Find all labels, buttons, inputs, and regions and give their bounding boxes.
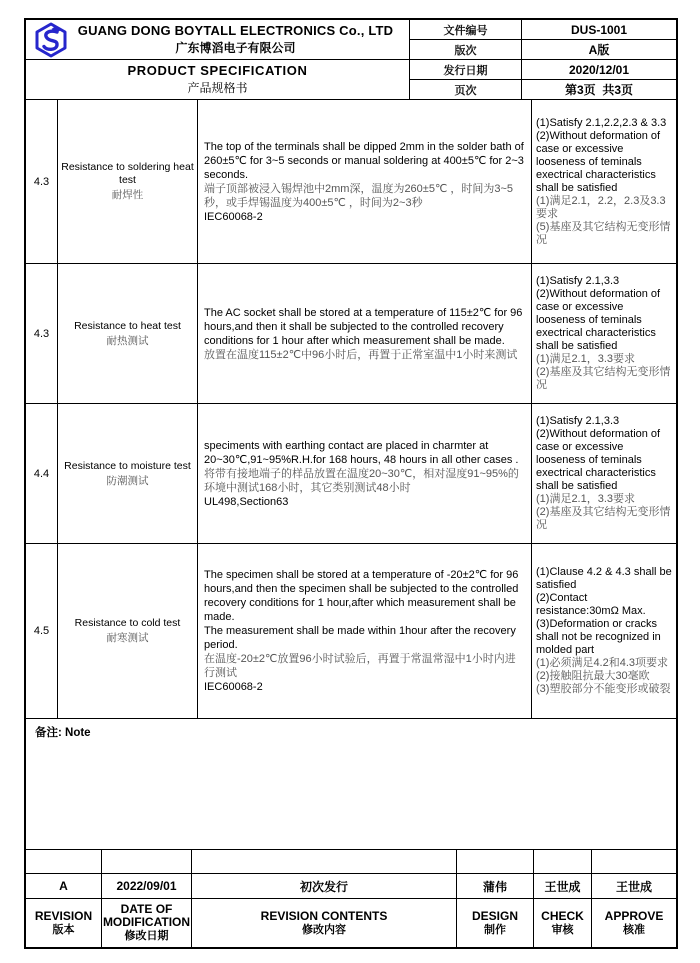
test-name-en: Resistance to moisture test [64, 459, 191, 472]
test-description-cell [198, 404, 532, 543]
doc-number-value: DUS-1001 [570, 22, 628, 37]
revision-header-revision [26, 899, 102, 947]
revision-header-check [534, 899, 592, 947]
requirement-line: (2)Without deformation of case or excessive looseness of teminals exectrical characteristics shall be satisfied [536, 428, 664, 492]
document-title-cn: 产品规格书 [187, 81, 248, 95]
revision-header-cn: 核准 [623, 923, 645, 936]
requirement-line: (3)塑胶部分不能变形或破裂 [536, 683, 671, 695]
requirement-line: (1)满足2.1，2.2，2.3及3.3要求 [536, 194, 666, 220]
company-logo-icon [33, 22, 69, 58]
test-name-cell [58, 100, 198, 263]
page-number-value: 第3页 共3页 [564, 83, 634, 97]
requirement-line: (3)Deformation or cracks shall not be recognized in molded part [536, 618, 664, 656]
description-line: 将带有接地端子的样品放置在温度20~30℃，相对湿度91~95%的环境中测试168小时，其它类别测试48小时 [204, 467, 519, 494]
revision-header-en: DESIGN [471, 908, 518, 923]
description-line: 放置在温度115±2℃中96小时后，再置于正常室温中1小时来测试 [204, 348, 518, 361]
requirement-line: (1)满足2.1，3.3要求 [536, 353, 636, 365]
test-description-cell [198, 544, 532, 718]
requirement-line: (2)基座及其它结构无变形情况 [536, 366, 671, 391]
requirement-line: (1)必须满足4.2和4.3项要求 [536, 657, 669, 669]
requirement-line: (1)Satisfy 2.1,2.2,2.3 & 3.3 [536, 116, 667, 129]
revision-header-cn: 版本 [52, 923, 75, 936]
description-line: The measurement shall be made within 1hour after the recovery period. [204, 625, 519, 651]
requirement-cell [532, 100, 676, 263]
version-row [410, 40, 676, 60]
revision-cell-contents: 初次发行 [192, 874, 457, 898]
revision-cell-approve [592, 850, 676, 873]
revision-cell-contents [192, 850, 457, 873]
item-number-cell: 4.3 [26, 264, 58, 403]
description-line: UL498,Section63 [204, 495, 289, 508]
revision-row [26, 874, 676, 899]
spec-row [26, 404, 676, 544]
revision-row [26, 850, 676, 874]
revision-header-en: APPROVE [604, 908, 664, 923]
description-line: 端子顶部被浸入锡焊池中2mm深，温度为260±5℃ ，时间为3~5秒，或手焊锡温度为400±5℃ ，时间为2~3秒 [204, 182, 514, 209]
company-name-en: GUANG DONG BOYTALL ELECTRONICS Co., LTD [77, 23, 394, 38]
revision-header-cn: 修改日期 [124, 930, 169, 942]
requirement-cell [532, 264, 676, 403]
note-section [26, 719, 676, 850]
revision-header-en: REVISION [34, 908, 93, 923]
document-title-block [26, 60, 409, 99]
test-name-cn: 耐焊性 [111, 189, 144, 201]
company-name-cn: 广东博滔电子有限公司 [175, 41, 296, 55]
issue-date-label: 发行日期 [410, 60, 522, 79]
document-header [26, 20, 676, 100]
revision-header-date [102, 899, 192, 947]
test-name-en: Resistance to soldering heat test [61, 161, 194, 186]
revision-cell-revision: A [26, 874, 102, 898]
page-number-label: 页次 [410, 80, 522, 99]
issue-date-row [410, 60, 676, 80]
item-number-cell: 4.3 [26, 100, 58, 263]
item-number-cell: 4.5 [26, 544, 58, 718]
revision-header-cn: 修改内容 [302, 923, 346, 936]
revision-header-contents [192, 899, 457, 947]
revision-cell-design [457, 850, 534, 873]
revision-cell-date [102, 850, 192, 873]
description-line: speciments with earthing contact are placed in charmter at 20~30℃,91~95%R.H.for 168 hours, 48 hours in all other cases . [204, 439, 519, 466]
requirement-line: (1)Clause 4.2 & 4.3 shall be satisfied [536, 566, 675, 591]
spec-row [26, 544, 676, 719]
document-title-en: PRODUCT SPECIFICATION [127, 63, 308, 78]
page-number-row [410, 80, 676, 99]
test-name-cn: 耐热测试 [106, 334, 149, 347]
description-line: The top of the terminals shall be dipped 2mm in the solder bath of 260±5℃ for 3~5 seconds or manual soldering at 400±5℃ for 2~3 seconds. [204, 140, 527, 181]
test-name-en: Resistance to heat test [74, 319, 181, 332]
test-description-cell [198, 264, 532, 403]
requirement-cell [532, 404, 676, 543]
doc-number-label: 文件编号 [410, 20, 522, 39]
test-name-cell [58, 544, 198, 718]
revision-header-approve [592, 899, 676, 947]
requirement-line: (2)Without deformation of case or excessive looseness of teminals exectrical characteristics shall be satisfied [536, 288, 664, 352]
revision-header-cn: 制作 [484, 923, 506, 936]
version-label: 版次 [410, 40, 522, 59]
document-border [24, 18, 678, 949]
test-description-cell [198, 100, 532, 263]
requirement-line: (5)基座及其它结构无变形情况 [536, 220, 671, 246]
requirement-line: (2)基座及其它结构无变形情况 [536, 506, 671, 531]
requirement-line: (1)满足2.1，3.3要求 [536, 493, 636, 505]
requirement-cell [532, 544, 676, 718]
revision-header-cn: 审核 [551, 923, 574, 936]
note-label: 备注: Note [35, 727, 91, 739]
revision-cell-check [534, 850, 592, 873]
requirement-line: (2)Contact resistance:30mΩ Max. [536, 592, 646, 617]
requirement-line: (2)接触阻抗最大30毫欧 [536, 670, 650, 682]
doc-number-row [410, 20, 676, 40]
description-line: IEC60068-2 [204, 681, 263, 693]
header-left [26, 20, 410, 99]
test-name-cn: 耐寒测试 [106, 632, 149, 644]
test-name-cell [58, 404, 198, 543]
spec-row [26, 264, 676, 404]
requirement-line: (2)Without deformation of case or excessive looseness of teminals exectrical characteristics shall be satisfied [536, 129, 664, 194]
requirement-line: (1)Satisfy 2.1,3.3 [536, 275, 620, 287]
description-line: The specimen shall be stored at a temperature of -20±2℃ for 96 hours,and then the specimen shall be subjected to the controlled recovery conditions for 1 hour,after which measurement shall be made. [204, 569, 522, 623]
revision-cell-check: 王世成 [534, 874, 592, 898]
test-name-en: Resistance to cold test [74, 617, 181, 629]
revision-header-design [457, 899, 534, 947]
version-value: A版 [588, 43, 610, 57]
revision-header-en: REVISION CONTENTS [260, 908, 388, 923]
description-line: The AC socket shall be stored at a temperature of 115±2℃ for 96 hours,and then it shall be subjected to the controlled recovery conditions for 1 hour after which measurement shall be made. [204, 306, 526, 347]
test-name-cn: 防潮测试 [106, 474, 149, 487]
item-number-cell: 4.4 [26, 404, 58, 543]
issue-date-value: 2020/12/01 [568, 62, 630, 77]
header-right [410, 20, 676, 99]
revision-header-row [26, 899, 676, 947]
revision-cell-revision [26, 850, 102, 873]
description-line: 在温度-20±2℃放置96小时试验后，再置于常温常湿中1小时内进行测试 [204, 653, 516, 679]
revision-header-en: CHECK [541, 908, 584, 923]
description-line: IEC60068-2 [204, 210, 263, 223]
revision-cell-date: 2022/09/01 [102, 874, 192, 898]
company-block [26, 20, 409, 60]
spec-row [26, 100, 676, 264]
revision-cell-design: 蒲伟 [457, 874, 534, 898]
revision-cell-approve: 王世成 [615, 879, 652, 894]
test-name-cell [58, 264, 198, 403]
revision-header-en: DATE OF MODIFICATION [102, 902, 191, 929]
requirement-line: (1)Satisfy 2.1,3.3 [536, 415, 620, 427]
